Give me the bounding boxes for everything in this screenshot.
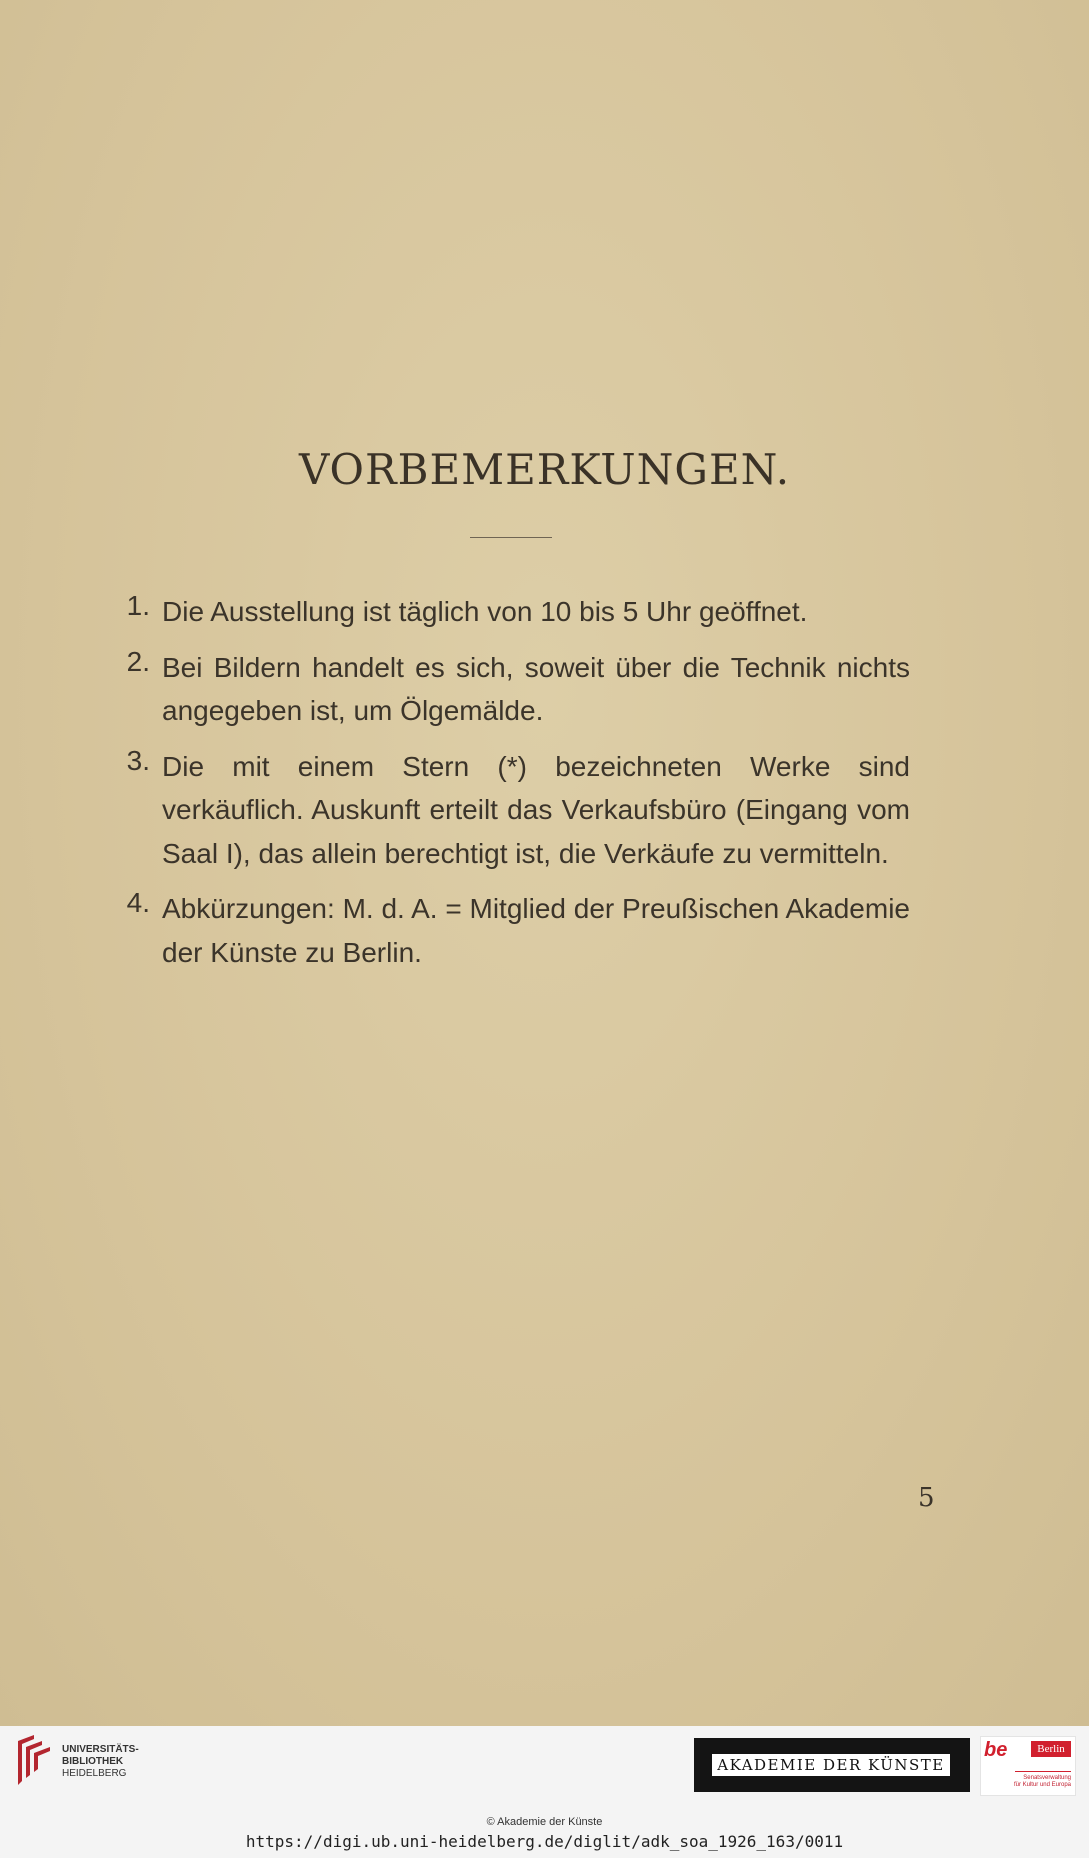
copyright-notice: © Akademie der Künste	[486, 1816, 603, 1828]
item-text: Abkürzungen: M. d. A. = Mitglied der Preußischen Akademie der Künste zu Berlin.	[162, 893, 910, 968]
be-mark: be	[984, 1739, 1008, 1761]
item-number: 1.	[126, 590, 150, 621]
item-number: 2.	[126, 645, 150, 677]
item-text: Die Ausstellung ist täglich von 10 bis 5 Uhr geöffnet.	[162, 596, 808, 627]
berlin-label: Berlin	[1031, 1741, 1071, 1757]
ub-line3: HEIDELBERG	[62, 1768, 127, 1779]
berlin-department	[1014, 1775, 1071, 1789]
university-library-name[interactable]	[62, 1744, 139, 1780]
list-item	[110, 887, 910, 974]
list-item	[110, 590, 910, 634]
list-item	[110, 646, 910, 733]
akademie-logo-text: AKADEMIE DER KÜNSTE	[712, 1754, 950, 1776]
page-number: 5	[918, 1483, 935, 1513]
berlin-senate-logo[interactable]	[980, 1736, 1076, 1796]
title-divider	[470, 537, 552, 538]
berlin-department-line2: für Kultur und Europa	[1013, 1782, 1071, 1788]
ub-line1: UNIVERSITÄTS-	[62, 1744, 139, 1755]
item-text: Bei Bildern handelt es sich, soweit über die Technik nichts angegeben ist, um Ölgemälde.	[162, 651, 910, 726]
page-title: VORBEMERKUNGEN.	[298, 445, 791, 494]
ub-line2: BIBLIOTHEK	[62, 1756, 124, 1767]
akademie-logo[interactable]	[694, 1738, 970, 1792]
berlin-divider	[1015, 1771, 1071, 1772]
remarks-list	[110, 590, 910, 986]
permalink-url[interactable]: https://digi.ub.uni-heidelberg.de/diglit/adk_soa_1926_163/0011	[245, 1832, 844, 1851]
berlin-department-line1: Senatsverwaltung	[1023, 1775, 1071, 1781]
item-number: 3.	[126, 744, 150, 776]
item-number: 4.	[126, 887, 150, 918]
university-library-logo-icon[interactable]	[12, 1733, 58, 1791]
list-item	[110, 745, 910, 876]
item-text: Die mit einem Stern (*) bezeichneten Werke sind verkäuflich. Auskunft erteilt das Verkaufsbüro (Eingang vom Saal I), das allein berechtigt ist, die Verkäufe zu vermitteln.	[162, 750, 910, 869]
